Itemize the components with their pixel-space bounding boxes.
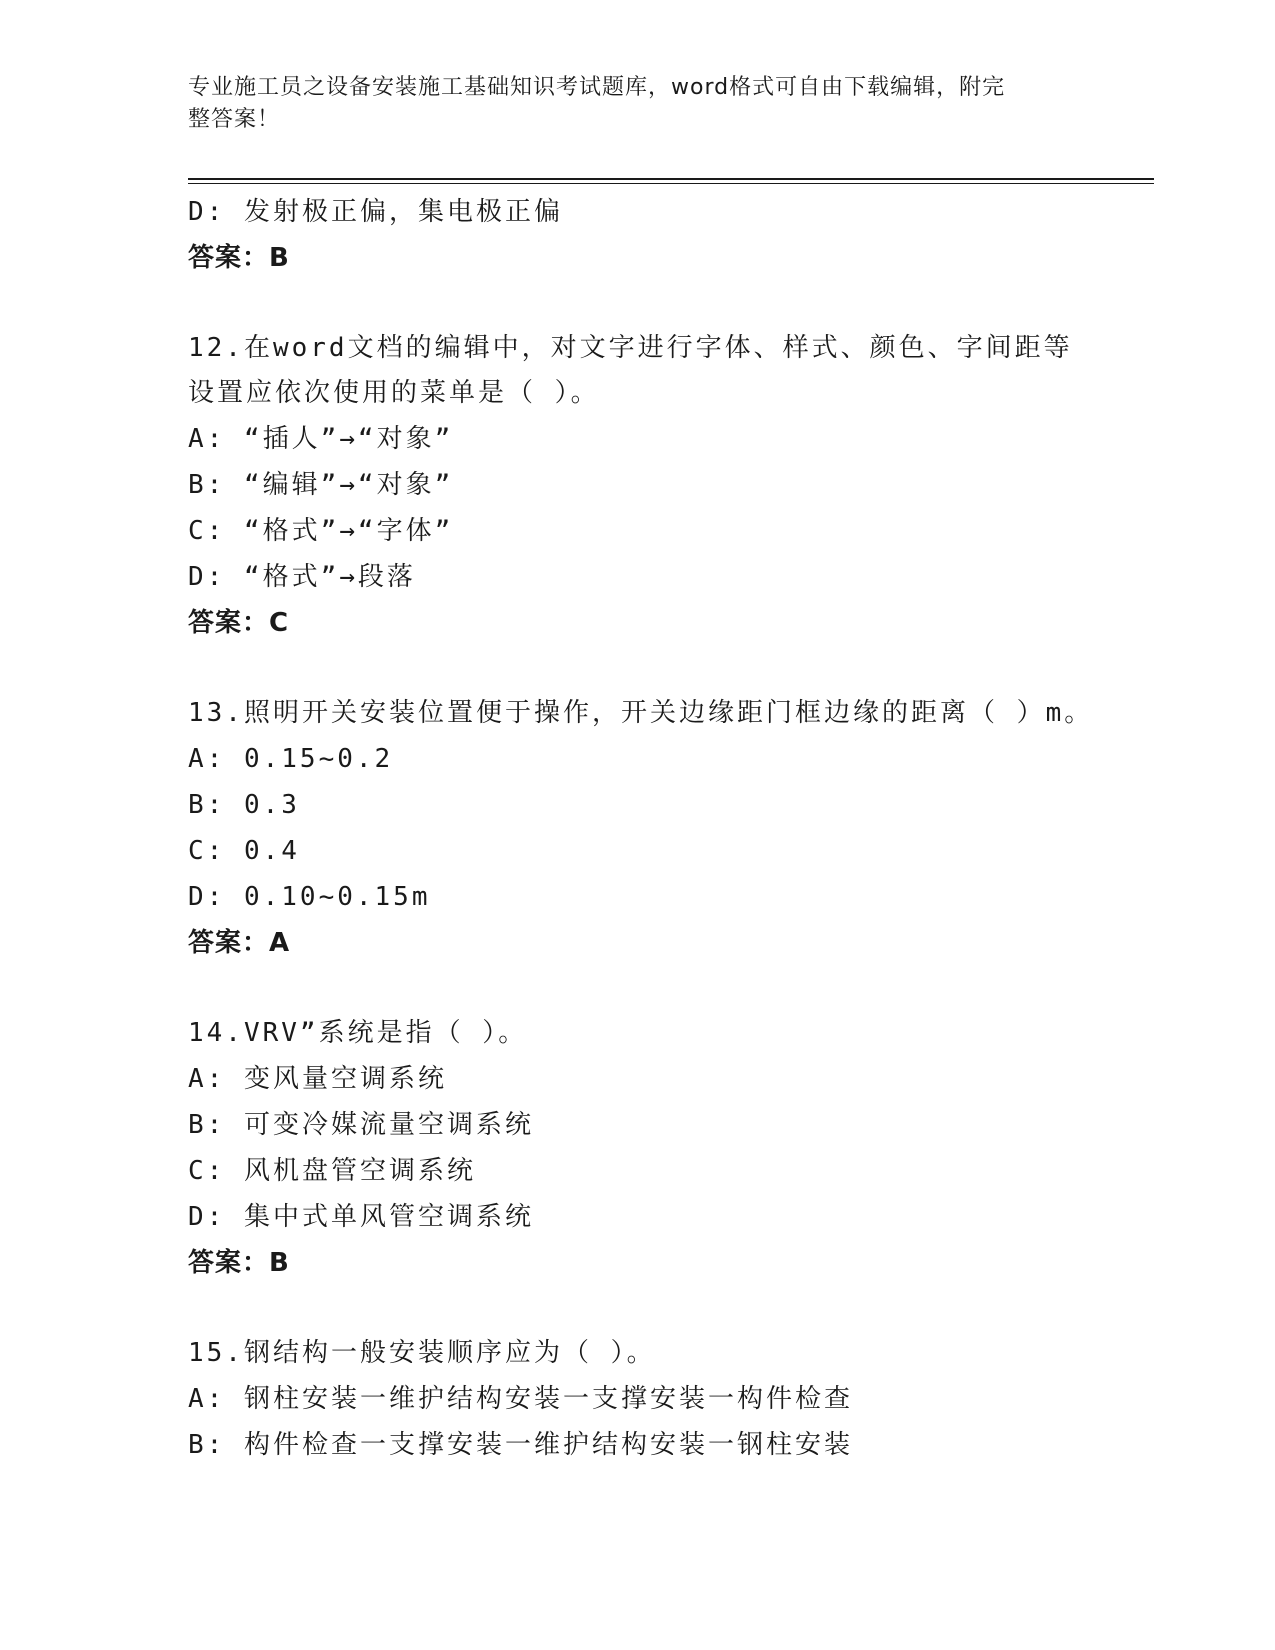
question-stem: 15.钢结构一般安装顺序应为（ ）。 xyxy=(188,1338,656,1368)
option-a: A: “插人”→“对象” xyxy=(188,424,454,454)
answer-line: 答案：C xyxy=(188,608,290,638)
option-a: A: 钢柱安装一维护结构安装一支撑安装一构件检查 xyxy=(188,1384,853,1414)
answer-line: 答案：B xyxy=(188,1248,290,1278)
question-stem: 12.在word文档的编辑中，对文字进行字体、样式、颜色、字间距等 xyxy=(188,333,1073,363)
option-d: D: 集中式单风管空调系统 xyxy=(188,1202,534,1232)
option-c: C: “格式”→“字体” xyxy=(188,516,454,546)
option-b: B: “编辑”→“对象” xyxy=(188,470,454,500)
question-15 xyxy=(188,1330,1148,1468)
header-rule-thin xyxy=(188,183,1154,184)
question-list xyxy=(188,189,1148,1468)
header-line-1: 专业施工员之设备安装施工基础知识考试题库，word格式可自由下载编辑，附完 xyxy=(188,75,1006,100)
question-14 xyxy=(188,1010,1148,1286)
option-d: D: 0.10~0.15m xyxy=(188,882,431,912)
option-b: B: 构件检查一支撑安装一维护结构安装一钢柱安装 xyxy=(188,1430,853,1460)
option-a: A: 0.15~0.2 xyxy=(188,744,394,774)
answer-line: 答案：A xyxy=(188,928,291,958)
question-11-tail xyxy=(188,189,1148,281)
question-12 xyxy=(188,325,1148,646)
option-a: A: 变风量空调系统 xyxy=(188,1064,447,1094)
option-b: B: 可变冷媒流量空调系统 xyxy=(188,1110,534,1140)
document-header xyxy=(188,72,1068,136)
answer-line: 答案：B xyxy=(188,243,290,273)
header-line-2: 整答案！ xyxy=(188,107,281,132)
question-stem: 14.VRV”系统是指（ ）。 xyxy=(188,1018,528,1048)
question-stem: 13.照明开关安装位置便于操作，开关边缘距门框边缘的距离（ ）m。 xyxy=(188,698,1094,728)
header-rule-thick xyxy=(188,178,1154,180)
option-d: D: 发射极正偏，集电极正偏 xyxy=(188,197,563,227)
question-stem: 设置应依次使用的菜单是（ ）。 xyxy=(188,378,600,408)
option-c: C: 风机盘管空调系统 xyxy=(188,1156,476,1186)
option-d: D: “格式”→段落 xyxy=(188,562,416,592)
question-13 xyxy=(188,690,1148,966)
option-b: B: 0.3 xyxy=(188,790,300,820)
option-c: C: 0.4 xyxy=(188,836,300,866)
